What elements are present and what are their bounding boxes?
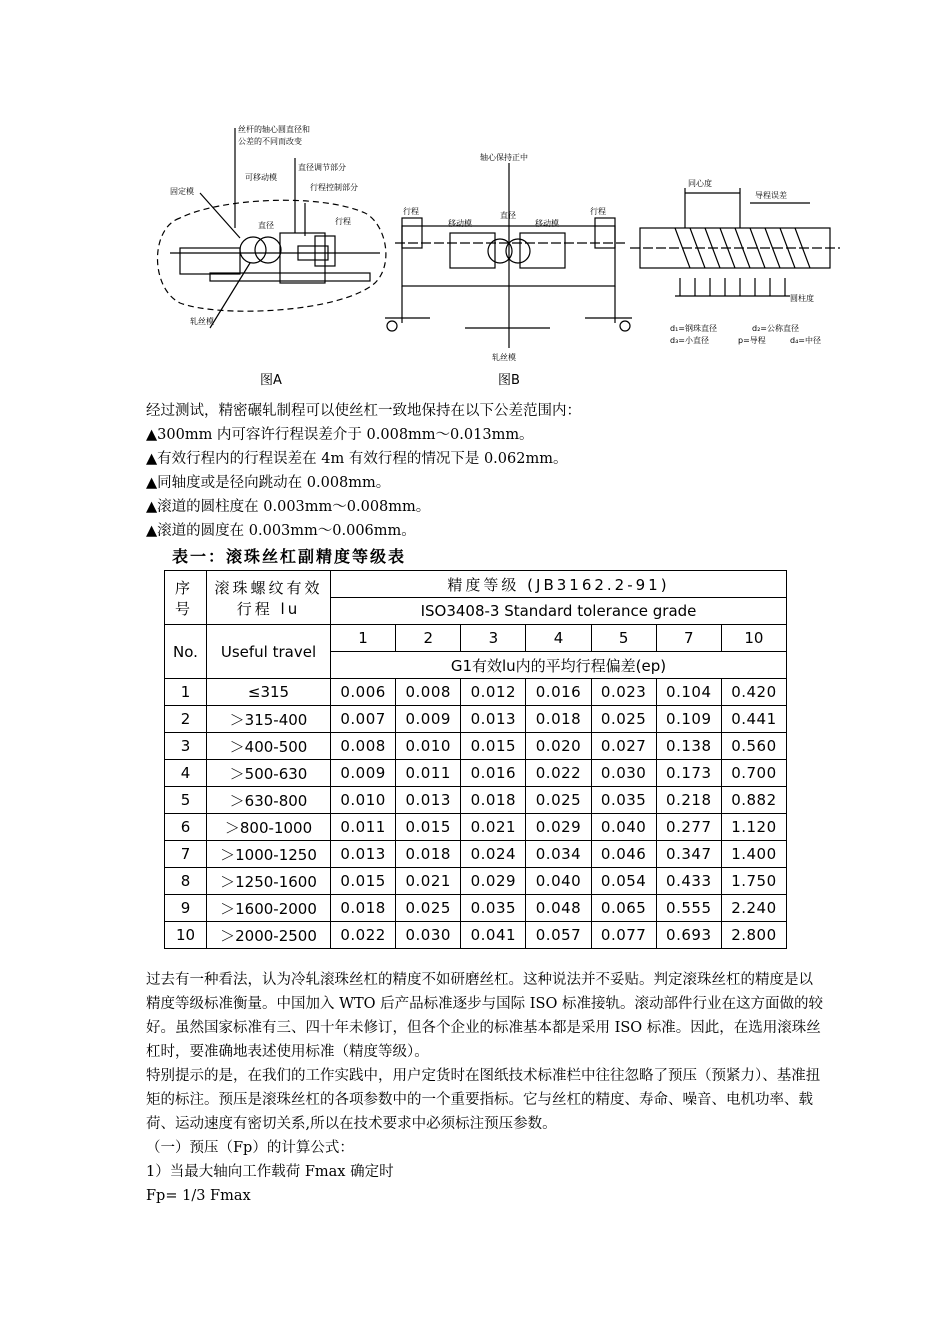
- deviation-value-cell: 0.006: [331, 679, 396, 706]
- label-a-9: 轧丝模: [190, 317, 214, 326]
- deviation-value-cell: 0.011: [331, 814, 396, 841]
- deviation-value-cell: 0.065: [591, 895, 656, 922]
- paragraph-2: 特别提示的是，在我们的工作实践中，用户定货时在图纸技术标准栏中往往忽略了预压（预紧力）、基准扭矩的标注。预压是滚珠丝杠的各项参数中的一个重要指标。它与丝杠的精度、寿命、噪音、电机功率、载荷、运动速度有密切关系,所以在技术要求中必须标注预压参数。: [146, 1068, 821, 1132]
- deviation-value-cell: 1.120: [721, 814, 786, 841]
- label-b-1: 轴心保持正中: [480, 153, 528, 162]
- deviation-value-cell: 1.400: [721, 841, 786, 868]
- deviation-value-cell: 0.022: [526, 760, 591, 787]
- table-row: [165, 706, 787, 733]
- travel-range-cell: ＞315-400: [207, 706, 331, 733]
- deviation-value-cell: 0.023: [591, 679, 656, 706]
- deviation-value-cell: 0.010: [331, 787, 396, 814]
- deviation-value-cell: 0.013: [461, 706, 526, 733]
- deviation-value-cell: 0.347: [656, 841, 721, 868]
- row-number-cell: 9: [165, 895, 207, 922]
- deviation-value-cell: 0.021: [461, 814, 526, 841]
- deviation-value-cell: 0.022: [331, 922, 396, 949]
- deviation-value-cell: 0.035: [461, 895, 526, 922]
- label-c-4: d₁=钢珠直径: [670, 324, 717, 333]
- figure-b-caption: 图B: [498, 373, 520, 388]
- deviation-value-cell: 0.013: [396, 787, 461, 814]
- label-c-8: d₄=中径: [790, 336, 821, 345]
- subheading: （一）预压（Fp）的计算公式：: [146, 1140, 354, 1156]
- label-b-4: 直径: [500, 211, 516, 220]
- label-b-3: 移动模: [448, 219, 472, 228]
- deviation-value-cell: 0.104: [656, 679, 721, 706]
- row-number-cell: 4: [165, 760, 207, 787]
- deviation-value-cell: 0.173: [656, 760, 721, 787]
- deviation-value-cell: 0.015: [461, 733, 526, 760]
- deviation-value-cell: 0.882: [721, 787, 786, 814]
- travel-range-cell: ＞1000-1250: [207, 841, 331, 868]
- deviation-value-cell: 0.015: [396, 814, 461, 841]
- deviation-value-cell: 0.015: [331, 868, 396, 895]
- header-seq: 序号: [165, 571, 207, 625]
- deviation-value-cell: 0.018: [526, 706, 591, 733]
- deviation-value-cell: 0.138: [656, 733, 721, 760]
- label-a-4: 可移动模: [245, 173, 277, 182]
- deviation-value-cell: 0.008: [396, 679, 461, 706]
- label-b-5: 移动模: [535, 219, 559, 228]
- intro-text: 经过测试，精密碾轧制程可以使丝杠一致地保持在以下公差范围内：: [146, 403, 581, 419]
- deviation-value-cell: 0.010: [396, 733, 461, 760]
- header-travel-cn: 滚珠螺纹有效行程 lu: [207, 571, 331, 625]
- grade-cell: 3: [461, 625, 526, 652]
- label-c-1: 同心度: [688, 179, 712, 188]
- grade-cell: 1: [331, 625, 396, 652]
- travel-range-cell: ＞2000-2500: [207, 922, 331, 949]
- body-section: [146, 968, 826, 1208]
- deviation-value-cell: 0.018: [331, 895, 396, 922]
- label-a-5: 行程控制部分: [310, 183, 358, 192]
- deviation-value-cell: 0.040: [591, 814, 656, 841]
- grade-cell: 10: [721, 625, 786, 652]
- header-grade-iso: ISO3408-3 Standard tolerance grade: [331, 598, 787, 625]
- label-c-5: d₂=公称直径: [752, 324, 799, 333]
- deviation-value-cell: 0.277: [656, 814, 721, 841]
- deviation-value-cell: 0.693: [656, 922, 721, 949]
- travel-range-cell: ＞630-800: [207, 787, 331, 814]
- table-row: [165, 895, 787, 922]
- deviation-value-cell: 0.016: [526, 679, 591, 706]
- figure-a-caption: 图A: [260, 373, 282, 388]
- travel-range-cell: ＞800-1000: [207, 814, 331, 841]
- row-number-cell: 3: [165, 733, 207, 760]
- deviation-value-cell: 0.025: [591, 706, 656, 733]
- row-number-cell: 10: [165, 922, 207, 949]
- row-number-cell: 2: [165, 706, 207, 733]
- deviation-value-cell: 0.030: [591, 760, 656, 787]
- label-a-2: 公差的不同而改变: [238, 137, 302, 146]
- deviation-value-cell: 2.800: [721, 922, 786, 949]
- deviation-value-cell: 0.012: [461, 679, 526, 706]
- deviation-value-cell: 0.011: [396, 760, 461, 787]
- deviation-value-cell: 0.560: [721, 733, 786, 760]
- intro-section: [146, 399, 826, 543]
- travel-range-cell: ＞400-500: [207, 733, 331, 760]
- deviation-value-cell: 0.077: [591, 922, 656, 949]
- label-a-7: 直径: [258, 221, 274, 230]
- header-grade-cn: 精度等级 (JB3162.2-91): [331, 571, 787, 598]
- deviation-value-cell: 0.018: [461, 787, 526, 814]
- table-row: [165, 679, 787, 706]
- grade-cell: 2: [396, 625, 461, 652]
- label-a-1: 丝杆的轴心圆直径和: [238, 125, 310, 134]
- table-title: 表一：滚珠丝杠副精度等级表: [172, 547, 407, 566]
- header-travel-en: Useful travel: [207, 625, 331, 679]
- label-a-8: 行程: [335, 217, 351, 226]
- deviation-value-cell: 0.433: [656, 868, 721, 895]
- bullet-item: ▲300mm 内可容许行程误差介于 0.008mm～0.013mm。: [146, 427, 534, 443]
- deviation-value-cell: 0.016: [461, 760, 526, 787]
- deviation-value-cell: 0.025: [396, 895, 461, 922]
- table-body: [165, 679, 787, 949]
- deviation-value-cell: 0.007: [331, 706, 396, 733]
- paragraph-1: 过去有一种看法，认为冷轧滚珠丝杠的精度不如研磨丝杠。这种说法并不妥贴。判定滚珠丝杠的精度是以精度等级标准衡量。中国加入 WTO 后产品标准逐步与国际 ISO 标准接轨。滚动部件行业在这方面做的较好。虽然国家标准有三、四十年未修订，但各个企业的标准基本都是采用 ISO 标准。因此，在选用滚珠丝杠时，要准确地表述使用标准（精度等级）。: [146, 972, 823, 1060]
- label-b-2: 行程: [403, 207, 419, 216]
- label-b-6: 行程: [590, 207, 606, 216]
- deviation-value-cell: 0.018: [396, 841, 461, 868]
- deviation-value-cell: 0.035: [591, 787, 656, 814]
- table-row: [165, 841, 787, 868]
- travel-range-cell: ＞1600-2000: [207, 895, 331, 922]
- grade-cell: 5: [591, 625, 656, 652]
- deviation-value-cell: 0.009: [331, 760, 396, 787]
- deviation-value-cell: 0.027: [591, 733, 656, 760]
- deviation-value-cell: 0.029: [526, 814, 591, 841]
- table-row: [165, 733, 787, 760]
- label-a-3: 直径调节部分: [298, 163, 346, 172]
- formula-line: Fp= 1/3 Fmax: [146, 1188, 251, 1204]
- rolling-process-diagram: [140, 118, 840, 393]
- precision-grade-table: [164, 570, 787, 949]
- deviation-value-cell: 2.240: [721, 895, 786, 922]
- deviation-value-cell: 0.041: [461, 922, 526, 949]
- bullet-item: ▲同轴度或是径向跳动在 0.008mm。: [146, 475, 391, 491]
- label-c-3: 圆柱度: [790, 294, 814, 303]
- header-no: No.: [165, 625, 207, 679]
- deviation-value-cell: 0.218: [656, 787, 721, 814]
- deviation-value-cell: 0.008: [331, 733, 396, 760]
- bullet-item: ▲滚道的圆柱度在 0.003mm～0.008mm。: [146, 499, 431, 515]
- label-b-7: 轧丝模: [492, 353, 516, 362]
- table-row: [165, 787, 787, 814]
- bullet-item: ▲有效行程内的行程误差在 4m 有效行程的情况下是 0.062mm。: [146, 451, 568, 467]
- table-row: [165, 922, 787, 949]
- grade-cell: 7: [656, 625, 721, 652]
- travel-range-cell: ＞500-630: [207, 760, 331, 787]
- header-deviation: G1有效lu内的平均行程偏差(ep): [331, 652, 787, 679]
- deviation-value-cell: 0.030: [396, 922, 461, 949]
- table-row: [165, 760, 787, 787]
- table-row: [165, 814, 787, 841]
- deviation-value-cell: 0.034: [526, 841, 591, 868]
- row-number-cell: 7: [165, 841, 207, 868]
- row-number-cell: 1: [165, 679, 207, 706]
- deviation-value-cell: 0.024: [461, 841, 526, 868]
- deviation-value-cell: 0.048: [526, 895, 591, 922]
- deviation-value-cell: 0.040: [526, 868, 591, 895]
- deviation-value-cell: 0.025: [526, 787, 591, 814]
- header-row: [165, 625, 787, 652]
- deviation-value-cell: 0.054: [591, 868, 656, 895]
- deviation-value-cell: 0.420: [721, 679, 786, 706]
- technical-figure: [140, 118, 840, 393]
- deviation-value-cell: 0.021: [396, 868, 461, 895]
- deviation-value-cell: 0.046: [591, 841, 656, 868]
- deviation-value-cell: 0.009: [396, 706, 461, 733]
- deviation-value-cell: 0.057: [526, 922, 591, 949]
- travel-range-cell: ＞1250-1600: [207, 868, 331, 895]
- deviation-value-cell: 1.750: [721, 868, 786, 895]
- deviation-value-cell: 0.700: [721, 760, 786, 787]
- row-number-cell: 5: [165, 787, 207, 814]
- header-row: [165, 571, 787, 598]
- grade-cell: 4: [526, 625, 591, 652]
- label-c-7: p=导程: [738, 336, 766, 345]
- table-row: [165, 868, 787, 895]
- deviation-value-cell: 0.013: [331, 841, 396, 868]
- deviation-value-cell: 0.029: [461, 868, 526, 895]
- deviation-value-cell: 0.441: [721, 706, 786, 733]
- label-c-6: d₃=小直径: [670, 336, 709, 345]
- row-number-cell: 8: [165, 868, 207, 895]
- deviation-value-cell: 0.020: [526, 733, 591, 760]
- label-c-2: 导程误差: [755, 191, 787, 200]
- label-a-6: 固定模: [170, 187, 194, 196]
- bullet-item: ▲滚道的圆度在 0.003mm～0.006mm。: [146, 523, 416, 539]
- travel-range-cell: ≤315: [207, 679, 331, 706]
- deviation-value-cell: 0.555: [656, 895, 721, 922]
- case-line: 1）当最大轴向工作载荷 Fmax 确定时: [146, 1164, 394, 1180]
- deviation-value-cell: 0.109: [656, 706, 721, 733]
- row-number-cell: 6: [165, 814, 207, 841]
